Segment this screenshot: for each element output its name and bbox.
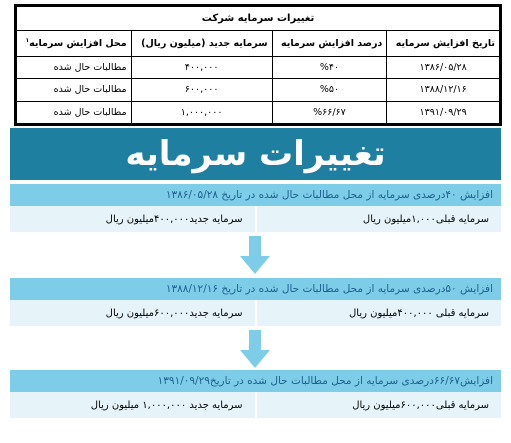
table-row: [17, 56, 500, 79]
cell-percent: %۶۶/۶۷: [272, 101, 387, 124]
step-heading: افزایش ۵۰درصدی سرمایه از محل مطالبات حال شده در تاریخ ۱۳۸۸/۱۲/۱۶: [10, 278, 501, 300]
down-arrow-icon: [240, 330, 270, 368]
cell-date: ۱۳۸۶/۰۵/۲۸: [387, 56, 500, 79]
previous-capital: سرمایه قبلی۶۰۰,۰۰۰میلیون ریال: [255, 392, 502, 418]
cell-new-capital: ۴۰۰,۰۰۰: [131, 56, 272, 79]
cell-source: مطالبات حال شده: [17, 56, 132, 79]
table-row: [17, 101, 500, 124]
table-title-row: [17, 7, 500, 31]
cell-source: مطالبات حال شده: [17, 79, 132, 102]
header-date: تاریخ افزایش سرمایه: [387, 30, 500, 56]
new-capital: سرمایه جدید ۱,۰۰۰,۰۰۰ میلیون ریال: [90, 399, 243, 411]
step-heading: افزایش ۴۰درصدی سرمایه از محل مطالبات حال شده در تاریخ ۱۳۸۶/۰۵/۲۸: [10, 184, 501, 206]
step-block-1: [10, 184, 501, 232]
step-heading: افزایش۶۶/۶۷درصدی سرمایه از محل مطالبات حال شده در تاریخ۱۳۹۱/۰۹/۲۹: [10, 370, 501, 392]
previous-capital: سرمایه قبلی۱,۰۰۰میلیون ریال: [255, 206, 502, 232]
header-new-capital: سرمایه جدید (میلیون ریال): [131, 30, 272, 56]
down-arrow-icon: [240, 236, 270, 274]
header-percent: درصد افزایش سرمایه: [272, 30, 387, 56]
step-values: [10, 206, 501, 232]
header-footnote-mark: ۱: [25, 36, 30, 44]
step-values: [10, 300, 501, 326]
cell-source: مطالبات حال شده: [17, 101, 132, 124]
cell-new-capital: ۶۰۰,۰۰۰: [131, 79, 272, 102]
table-header-row: [17, 30, 500, 56]
table-row: [17, 79, 500, 102]
cell-date: ۱۳۸۸/۱۲/۱۶: [387, 79, 500, 102]
step-block-2: [10, 278, 501, 326]
cell-date: ۱۳۹۱/۰۹/۲۹: [387, 101, 500, 124]
step-block-3: [10, 370, 501, 418]
new-capital: سرمایه جدید۴۰۰,۰۰۰میلیون ریال: [105, 213, 243, 225]
table-title: تغییرات سرمایه شرکت: [17, 7, 500, 31]
new-capital: سرمایه جدید۶۰۰,۰۰۰میلیون ریال: [105, 307, 243, 319]
cell-percent: %۵۰: [272, 79, 387, 102]
header-source: [17, 30, 132, 56]
cell-percent: %۴۰: [272, 56, 387, 79]
capital-table: [16, 6, 500, 124]
header-source-label: محل افزایش سرمایه: [29, 38, 127, 50]
step-values: [10, 392, 501, 418]
previous-capital: سرمایه قبلی ۴۰۰,۰۰۰میلیون ریال: [255, 300, 502, 326]
cell-new-capital: ۱,۰۰۰,۰۰۰: [131, 101, 272, 124]
capital-changes-table: [14, 4, 502, 126]
banner-title: تغییرات سرمایه: [10, 128, 501, 180]
